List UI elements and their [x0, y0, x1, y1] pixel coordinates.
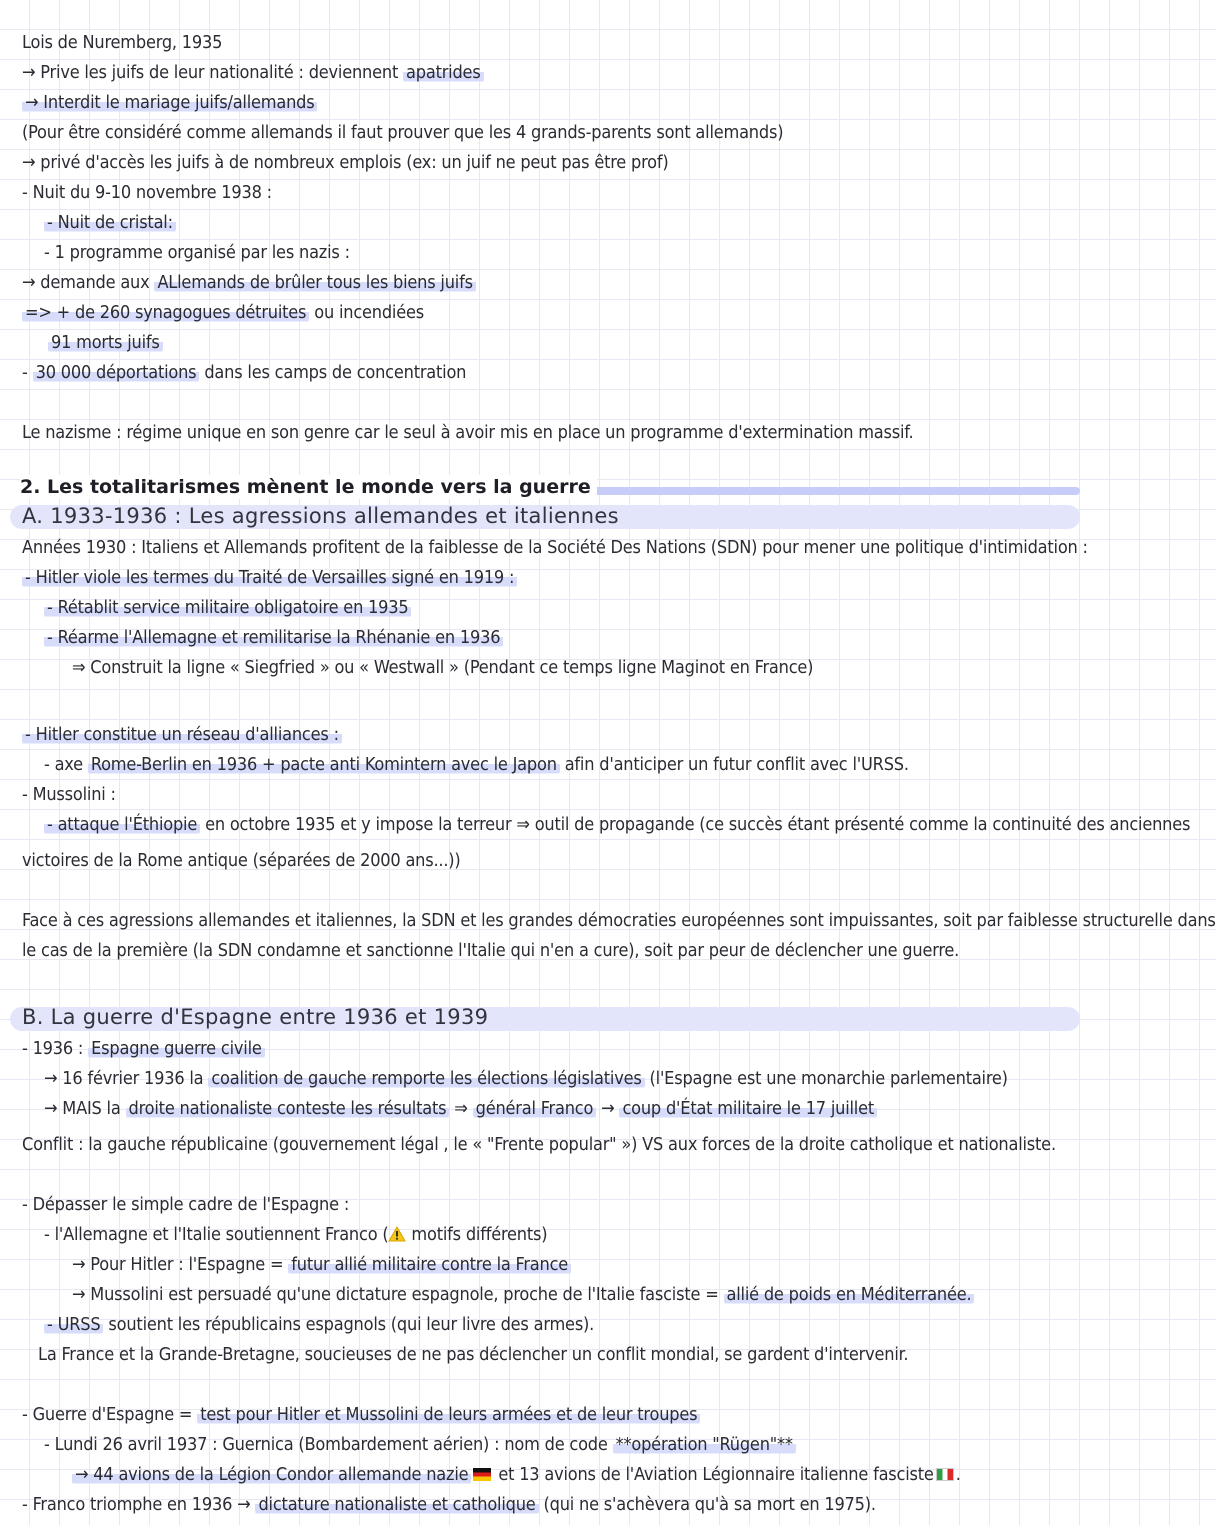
note-line: ⇒ Construit la ligne « Siegfried » ou « Westwall » (Pendant ce temps ligne Maginot en France)	[72, 657, 814, 678]
note-line: le cas de la première (la SDN condamne et sanctionne l'Italie qui n'en a cure), soit par peur de déclencher une guerre.	[22, 940, 960, 961]
note-line: → privé d'accès les juifs à de nombreux emplois (ex: un juif ne peut pas être prof)	[22, 152, 669, 173]
subsection-b-title: B. La guerre d'Espagne entre 1936 et 1939	[22, 1005, 489, 1029]
note-line: Conflit : la gauche républicaine (gouvernement légal , le « "Frente popular" ») VS aux forces de la droite catholique et nationaliste.	[22, 1134, 1056, 1155]
note-line: - Nuit de cristal:	[44, 212, 176, 234]
subsection-a-title: A. 1933-1936 : Les agressions allemandes et italiennes	[22, 504, 619, 528]
note-line: → 16 février 1936 la coalition de gauche remporte les élections législatives (l'Espagne est une monarchie parlementaire)	[44, 1068, 1008, 1089]
note-line: - Lundi 26 avril 1937 : Guernica (Bombardement aérien) : nom de code **opération "Rügen"**	[44, 1434, 796, 1456]
note-line: - Hitler viole les termes du Traité de Versailles signé en 1919 :	[22, 567, 517, 589]
note-line: victoires de la Rome antique (séparées de 2000 ans...))	[22, 850, 461, 871]
conclusion-line: Le nazisme : régime unique en son genre car le seul à avoir mis en place un programme d'extermination massif.	[22, 422, 914, 443]
italy-flag-icon	[936, 1468, 954, 1481]
germany-flag-icon	[473, 1468, 491, 1481]
note-line: - Hitler constitue un réseau d'alliances :	[22, 724, 342, 746]
note-line: Face à ces agressions allemandes et italiennes, la SDN et les grandes démocraties européennes sont impuissantes, soit par faiblesse structurelle dans	[22, 910, 1216, 931]
note-line: → Mussolini est persuadé qu'une dictature espagnole, proche de l'Italie fasciste = allié de poids en Méditerranée.	[72, 1284, 974, 1306]
note-line: Lois de Nuremberg, 1935	[22, 32, 223, 53]
note-line: → 44 avions de la Légion Condor allemande nazie et 13 avions de l'Aviation Légionnaire italienne fasciste .	[72, 1464, 961, 1486]
note-line: → Pour Hitler : l'Espagne = futur allié militaire contre la France	[72, 1254, 571, 1276]
note-line: → demande aux ALlemands de brûler tous les biens juifs	[22, 272, 476, 294]
note-line: - Réarme l'Allemagne et remilitarise la Rhénanie en 1936	[44, 627, 503, 649]
note-line: (Pour être considéré comme allemands il faut prouver que les 4 grands-parents sont allemands)	[22, 122, 784, 143]
note-line: - 1 programme organisé par les nazis :	[44, 242, 350, 263]
note-line: → MAIS la droite nationaliste conteste les résultats ⇒ général Franco → coup d'État militaire le 17 juillet	[44, 1098, 877, 1120]
note-line: - Guerre d'Espagne = test pour Hitler et Mussolini de leurs armées et de leur troupes	[22, 1404, 700, 1426]
note-line: → Prive les juifs de leur nationalité : deviennent apatrides	[22, 62, 484, 84]
note-line: - 1936 : Espagne guerre civile	[22, 1038, 265, 1060]
note-line: - Dépasser le simple cadre de l'Espagne :	[22, 1194, 350, 1215]
note-line: - Franco triomphe en 1936 → dictature nationaliste et catholique (qui ne s'achèvera qu'à sa mort en 1975).	[22, 1494, 876, 1515]
note-line: → Interdit le mariage juifs/allemands	[22, 92, 317, 114]
heading-underline	[515, 487, 1080, 495]
warning-icon	[388, 1226, 406, 1242]
note-line: 91 morts juifs	[48, 332, 163, 354]
note-line: Années 1930 : Italiens et Allemands profitent de la faiblesse de la Société Des Nations (SDN) pour mener une politique d'intimidation :	[22, 537, 1088, 558]
note-line: - Mussolini :	[22, 784, 116, 805]
note-line: - Rétablit service militaire obligatoire en 1935	[44, 597, 411, 619]
note-line: - axe Rome-Berlin en 1936 + pacte anti Komintern avec le Japon afin d'anticiper un futur conflit avec l'URSS.	[44, 754, 909, 775]
note-line: - l'Allemagne et l'Italie soutiennent Franco ( motifs différents)	[44, 1224, 548, 1245]
note-line: - 30 000 déportations dans les camps de concentration	[22, 362, 467, 383]
note-line: - Nuit du 9-10 novembre 1938 :	[22, 182, 272, 203]
section-title: 2. Les totalitarismes mènent le monde vers la guerre	[20, 475, 597, 499]
note-line: => + de 260 synagogues détruites ou incendiées	[22, 302, 424, 324]
note-line: - URSS soutient les républicains espagnols (qui leur livre des armes).	[44, 1314, 594, 1336]
note-line: - attaque l'Éthiopie en octobre 1935 et y impose la terreur ⇒ outil de propagande (ce succès étant présenté comme la continuité des anciennes	[44, 814, 1190, 836]
note-line: La France et la Grande-Bretagne, soucieuses de ne pas déclencher un conflit mondial, se gardent d'intervenir.	[38, 1344, 909, 1365]
